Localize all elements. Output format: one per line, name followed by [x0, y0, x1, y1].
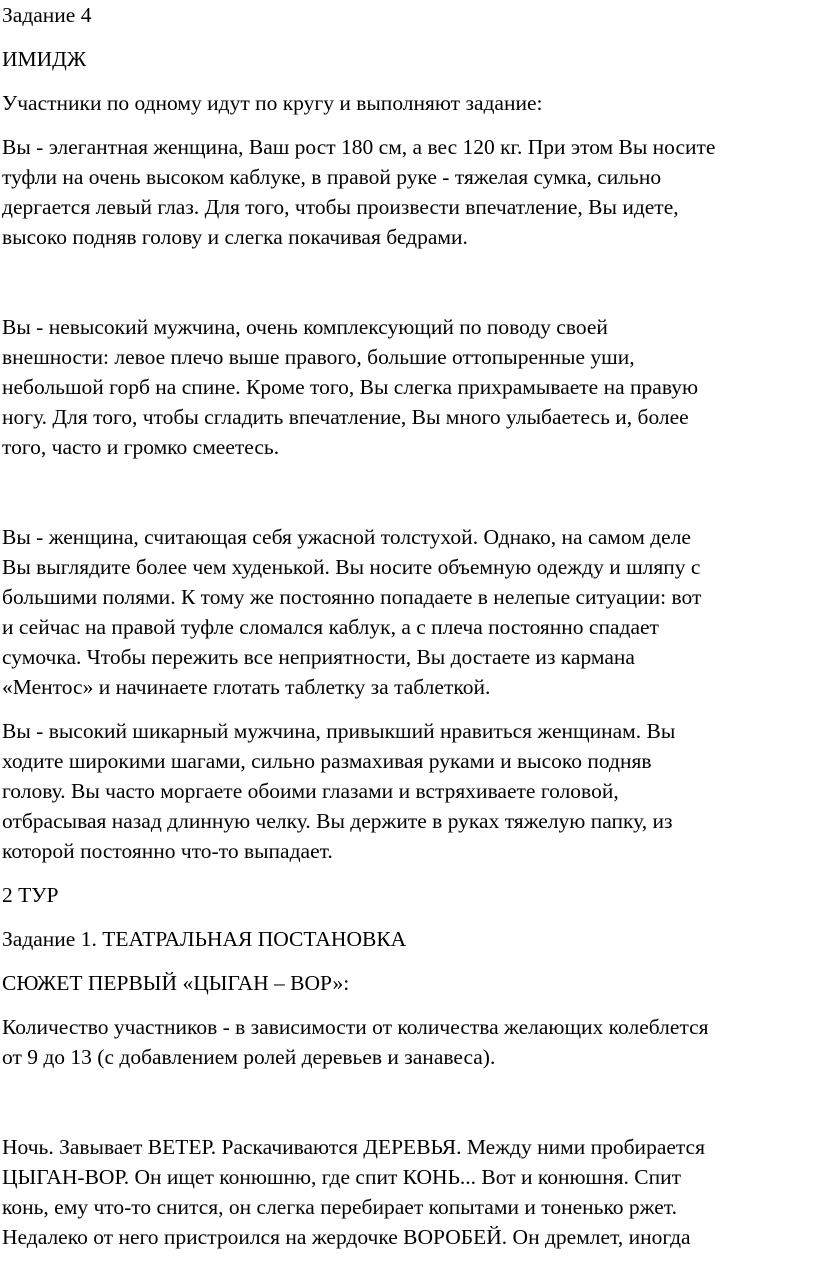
role1-line: Вы - элегантная женщина, Ваш рост 180 см, а вес 120 кг. При этом Вы носите	[2, 135, 716, 159]
story-line: ЦЫГАН-ВОР. Он ищет конюшню, где спит КОНЬ... Вот и конюшня. Спит	[2, 1165, 682, 1189]
role2-line: ногу. Для того, чтобы сгладить впечатление, Вы много улыбаетесь и, более	[2, 405, 689, 429]
role1-line: туфли на очень высоком каблуке, в правой руке - тяжелая сумка, сильно	[2, 165, 662, 189]
role3-line: «Ментос» и начинаете глотать таблетку за таблеткой.	[2, 675, 491, 699]
tour2-heading	[2, 880, 816, 910]
role2-line: Вы - невысокий мужчина, очень комплексующий по поводу своей	[2, 315, 608, 339]
task1-title-text: Задание 1. ТЕАТРАЛЬНАЯ ПОСТАНОВКА	[2, 927, 407, 951]
role2-paragraph	[2, 312, 816, 462]
tour2-text: 2 ТУР	[2, 883, 59, 907]
role3-line: Вы выглядите более чем худенькой. Вы носите объемную одежду и шляпу с	[2, 555, 701, 579]
story-line: конь, ему что-то снится, он слегка перебирает копытами и тоненько ржет.	[2, 1195, 677, 1219]
task4-name-text: ИМИДЖ	[2, 47, 87, 71]
role4-line: отбрасывая назад длинную челку. Вы держите в руках тяжелую папку, из	[2, 809, 673, 833]
story-line: Недалеко от него пристроился на жердочке ВОРОБЕЙ. Он дремлет, иногда	[2, 1225, 691, 1249]
role3-line: сумочка. Чтобы пережить все неприятности, Вы достаете из кармана	[2, 645, 635, 669]
intro-text: Участники по одному идут по кругу и выполняют задание:	[2, 91, 543, 115]
role4-line: которой постоянно что-то выпадает.	[2, 839, 333, 863]
task4-title	[2, 0, 816, 30]
role2-line: того, часто и громко смеетесь.	[2, 435, 280, 459]
role3-paragraph	[2, 522, 816, 702]
story-paragraph	[2, 1132, 816, 1252]
role3-line: Вы - женщина, считающая себя ужасной толстухой. Однако, на самом деле	[2, 525, 691, 549]
participants-line: Количество участников - в зависимости от количества желающих колеблется	[2, 1015, 709, 1039]
task4-title-text: Задание 4	[2, 3, 92, 27]
role3-line: большими полями. К тому же постоянно попадаете в нелепые ситуации: вот	[2, 585, 702, 609]
participants-line: от 9 до 13 (с добавлением ролей деревьев и занавеса).	[2, 1045, 496, 1069]
intro-paragraph	[2, 88, 816, 118]
plot1-title	[2, 968, 816, 998]
role4-line: Вы - высокий шикарный мужчина, привыкший нравиться женщинам. Вы	[2, 719, 676, 743]
role1-paragraph	[2, 132, 816, 252]
task1-title	[2, 924, 816, 954]
role2-line: внешности: левое плечо выше правого, большие оттопыренные уши,	[2, 345, 635, 369]
role2-line: небольшой горб на спине. Кроме того, Вы слегка прихрамываете на правую	[2, 375, 699, 399]
role1-line: высоко подняв голову и слегка покачивая бедрами.	[2, 225, 468, 249]
role4-paragraph	[2, 716, 816, 866]
role1-line: дергается левый глаз. Для того, чтобы произвести впечатление, Вы идете,	[2, 195, 679, 219]
role3-line: и сейчас на правой туфле сломался каблук, а с плеча постоянно спадает	[2, 615, 659, 639]
plot1-title-text: СЮЖЕТ ПЕРВЫЙ «ЦЫГАН – ВОР»:	[2, 971, 350, 995]
participants-paragraph	[2, 1012, 816, 1072]
role4-line: ходите широкими шагами, сильно размахивая руками и высоко подняв	[2, 749, 652, 773]
role4-line: голову. Вы часто моргаете обоими глазами и встряхиваете головой,	[2, 779, 619, 803]
story-line: Ночь. Завывает ВЕТЕР. Раскачиваются ДЕРЕВЬЯ. Между ними пробирается	[2, 1135, 705, 1159]
task4-name	[2, 44, 816, 74]
